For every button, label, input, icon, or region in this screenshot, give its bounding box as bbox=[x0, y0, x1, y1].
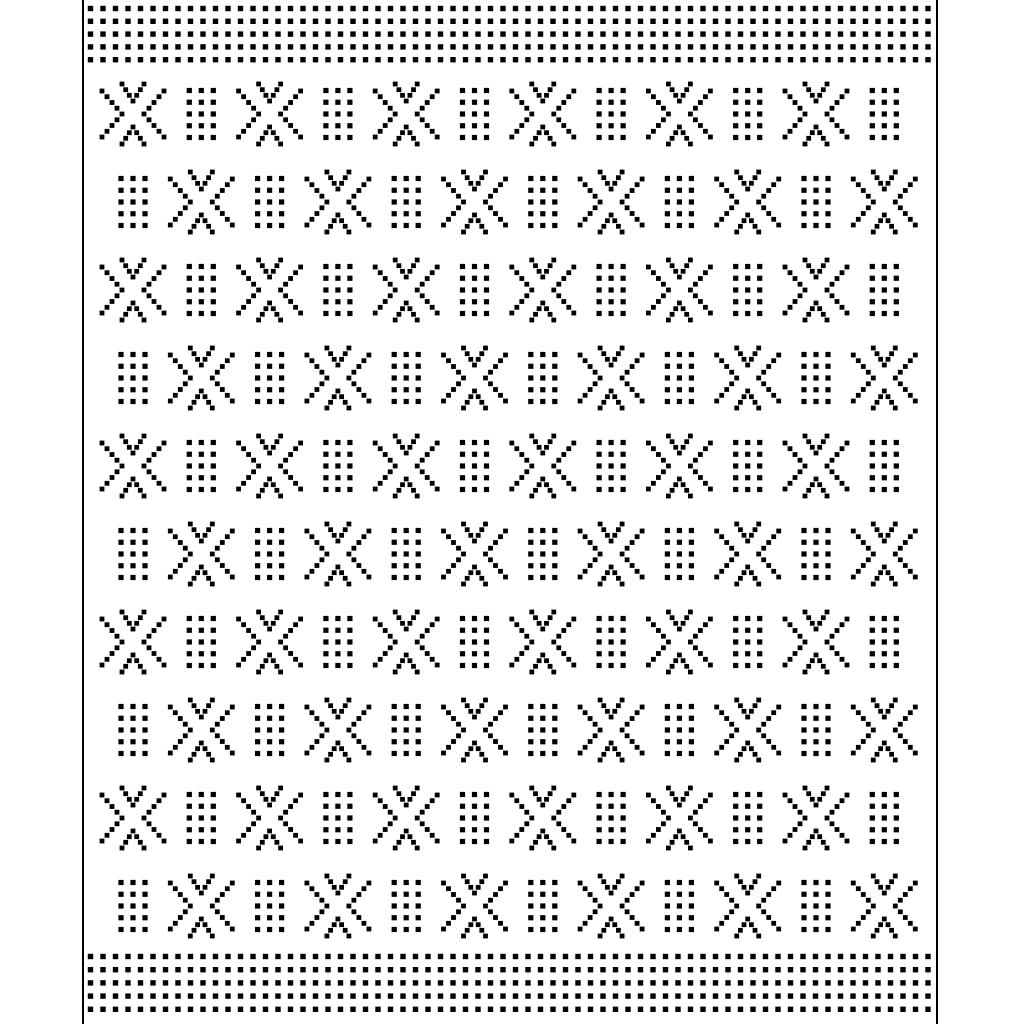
x-motif bbox=[100, 258, 167, 323]
dot-grid-motif bbox=[801, 528, 830, 580]
x-motif bbox=[851, 698, 918, 763]
x-motif bbox=[168, 346, 235, 411]
dot-grid-motif bbox=[187, 88, 216, 140]
dot-grid-motif bbox=[665, 176, 694, 228]
dot-grid-motif bbox=[255, 704, 284, 756]
dot-grid-motif bbox=[733, 88, 762, 140]
dot-grid-motif bbox=[187, 264, 216, 316]
dot-grid-motif bbox=[323, 264, 352, 316]
x-motif bbox=[646, 610, 713, 675]
x-motif bbox=[646, 258, 713, 323]
x-motif bbox=[373, 610, 440, 675]
dot-grid-motif bbox=[528, 880, 557, 932]
dot-grid-motif bbox=[528, 528, 557, 580]
dot-grid-motif bbox=[460, 264, 489, 316]
pattern-row-5 bbox=[100, 434, 899, 499]
x-motif bbox=[305, 170, 372, 235]
x-motif bbox=[783, 786, 850, 851]
x-motif bbox=[851, 874, 918, 939]
x-motif bbox=[305, 874, 372, 939]
x-motif bbox=[714, 874, 781, 939]
x-motif bbox=[714, 698, 781, 763]
x-motif bbox=[646, 82, 713, 147]
dot-grid-motif bbox=[118, 880, 147, 932]
top-dot-border bbox=[88, 6, 931, 63]
x-motif bbox=[100, 434, 167, 499]
pattern-row-4 bbox=[118, 346, 917, 411]
dot-grid-motif bbox=[323, 792, 352, 844]
x-motif bbox=[783, 610, 850, 675]
dot-grid-motif bbox=[733, 616, 762, 668]
dot-grid-motif bbox=[870, 264, 899, 316]
dot-grid-motif bbox=[187, 616, 216, 668]
x-motif bbox=[851, 346, 918, 411]
dot-grid-motif bbox=[460, 616, 489, 668]
x-motif bbox=[578, 170, 645, 235]
pattern-row-1 bbox=[100, 82, 899, 147]
dot-grid-motif bbox=[255, 352, 284, 404]
pattern-row-3 bbox=[100, 258, 899, 323]
dot-grid-motif bbox=[870, 88, 899, 140]
x-motif bbox=[168, 698, 235, 763]
x-motif bbox=[441, 170, 508, 235]
left-frame-line bbox=[82, 0, 84, 1024]
dot-grid-motif bbox=[255, 176, 284, 228]
x-motif bbox=[578, 346, 645, 411]
dot-grid-motif bbox=[665, 352, 694, 404]
dot-grid-motif bbox=[528, 352, 557, 404]
pattern-row-6 bbox=[118, 522, 917, 587]
x-motif bbox=[783, 82, 850, 147]
x-motif bbox=[851, 170, 918, 235]
dot-grid-motif bbox=[733, 264, 762, 316]
dot-grid-motif bbox=[597, 88, 626, 140]
x-motif bbox=[714, 346, 781, 411]
x-motif bbox=[441, 874, 508, 939]
dot-grid-motif bbox=[665, 528, 694, 580]
dot-grid-motif bbox=[870, 616, 899, 668]
x-motif bbox=[236, 610, 303, 675]
frame-lines bbox=[82, 0, 938, 1024]
dot-grid-motif bbox=[801, 176, 830, 228]
dot-grid-motif bbox=[392, 880, 421, 932]
x-motif bbox=[236, 786, 303, 851]
x-motif bbox=[168, 522, 235, 587]
pattern-row-9 bbox=[100, 786, 899, 851]
dot-grid-motif bbox=[801, 880, 830, 932]
x-motif bbox=[578, 874, 645, 939]
x-motif bbox=[714, 522, 781, 587]
pattern-row-2 bbox=[118, 170, 917, 235]
x-motif bbox=[714, 170, 781, 235]
x-motif bbox=[168, 170, 235, 235]
x-motif bbox=[441, 522, 508, 587]
x-motif bbox=[509, 610, 576, 675]
dot-grid-motif bbox=[733, 440, 762, 492]
dot-grid-motif bbox=[665, 880, 694, 932]
dot-grid-motif bbox=[118, 528, 147, 580]
dot-grid-motif bbox=[392, 528, 421, 580]
x-motif bbox=[373, 434, 440, 499]
dot-grid-motif bbox=[187, 792, 216, 844]
dot-grid-motif bbox=[597, 440, 626, 492]
x-motif bbox=[373, 786, 440, 851]
dot-grid-motif bbox=[392, 176, 421, 228]
x-motif bbox=[441, 698, 508, 763]
dot-grid-motif bbox=[528, 704, 557, 756]
pattern-row-10 bbox=[118, 874, 917, 939]
dot-grid-motif bbox=[255, 880, 284, 932]
dot-grid-motif bbox=[801, 704, 830, 756]
dot-grid-motif bbox=[733, 792, 762, 844]
dot-grid-motif bbox=[460, 88, 489, 140]
dot-grid-motif bbox=[255, 528, 284, 580]
x-motif bbox=[509, 82, 576, 147]
x-motif bbox=[578, 698, 645, 763]
dot-grid-motif bbox=[460, 792, 489, 844]
x-motif bbox=[441, 346, 508, 411]
dot-grid-motif bbox=[460, 440, 489, 492]
dot-grid-motif bbox=[118, 704, 147, 756]
x-motif bbox=[305, 698, 372, 763]
x-motif bbox=[100, 786, 167, 851]
pattern-row-8 bbox=[118, 698, 917, 763]
x-motif bbox=[168, 874, 235, 939]
dot-grid-motif bbox=[801, 352, 830, 404]
dot-grid-motif bbox=[118, 176, 147, 228]
x-motif bbox=[851, 522, 918, 587]
x-motif bbox=[509, 258, 576, 323]
dot-grid-motif bbox=[392, 704, 421, 756]
x-motif bbox=[783, 434, 850, 499]
x-motif bbox=[646, 434, 713, 499]
x-motif bbox=[373, 82, 440, 147]
dot-grid-motif bbox=[323, 440, 352, 492]
dot-grid-motif bbox=[323, 616, 352, 668]
dot-grid-motif bbox=[597, 616, 626, 668]
x-motif bbox=[236, 258, 303, 323]
pattern-field bbox=[100, 82, 918, 939]
dot-grid-motif bbox=[597, 792, 626, 844]
pattern-row-7 bbox=[100, 610, 899, 675]
dot-grid-motif bbox=[870, 792, 899, 844]
dot-grid-motif bbox=[392, 352, 421, 404]
dot-grid-motif bbox=[323, 88, 352, 140]
x-motif bbox=[236, 434, 303, 499]
x-motif bbox=[373, 258, 440, 323]
x-motif bbox=[100, 82, 167, 147]
dot-grid-motif bbox=[597, 264, 626, 316]
right-frame-line bbox=[936, 0, 938, 1024]
x-motif bbox=[509, 434, 576, 499]
x-motif bbox=[305, 346, 372, 411]
x-motif bbox=[100, 610, 167, 675]
x-motif bbox=[236, 82, 303, 147]
bottom-dot-border bbox=[88, 954, 931, 1012]
x-motif bbox=[509, 786, 576, 851]
x-motif bbox=[783, 258, 850, 323]
dot-grid-motif bbox=[118, 352, 147, 404]
dot-grid-motif bbox=[870, 440, 899, 492]
x-motif bbox=[578, 522, 645, 587]
dot-grid-motif bbox=[528, 176, 557, 228]
x-motif bbox=[646, 786, 713, 851]
dot-grid-motif bbox=[187, 440, 216, 492]
dot-grid-motif bbox=[665, 704, 694, 756]
x-motif bbox=[305, 522, 372, 587]
